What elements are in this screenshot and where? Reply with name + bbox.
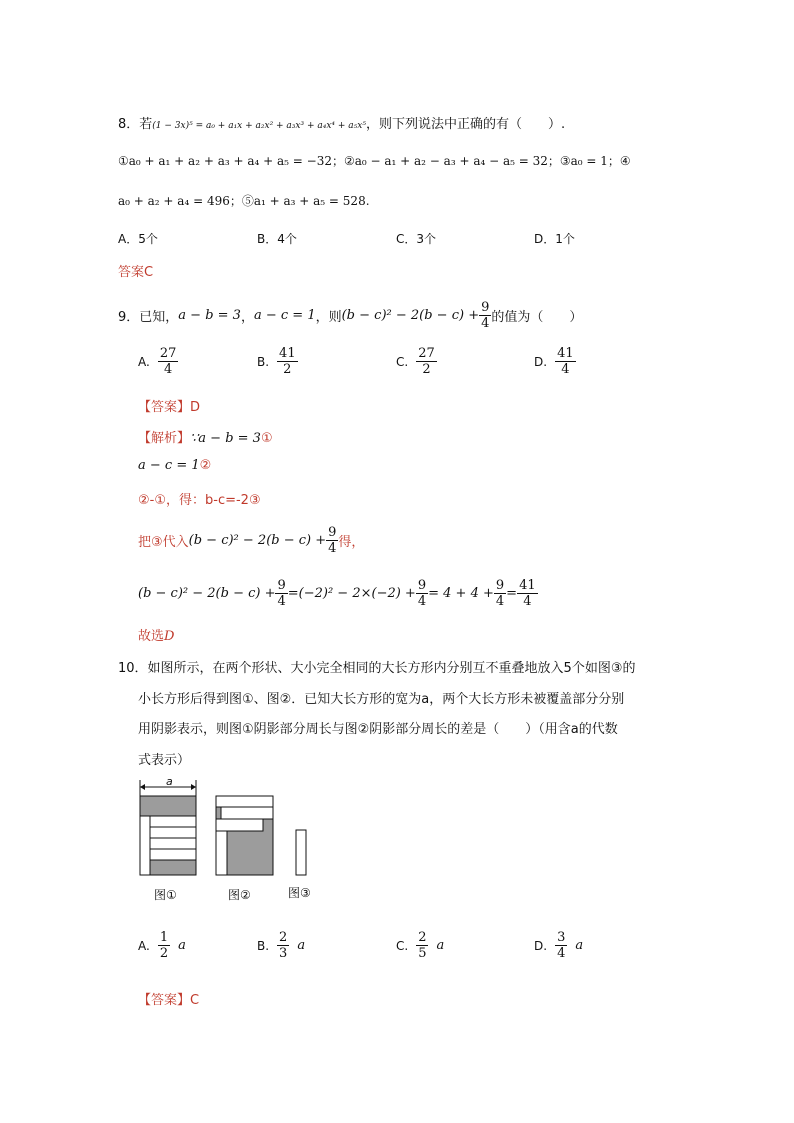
width-dimension-arrow <box>140 776 196 796</box>
q10-option-c: C. $\frac{2}{5}$ a <box>396 930 445 961</box>
q10-option-b: B. $\frac{2}{3}$ a <box>257 930 306 961</box>
q9-analysis-line3: ②-①，得：b-c=-2③ <box>138 493 261 508</box>
q10-figures <box>130 776 330 906</box>
q10-answer <box>138 989 199 1008</box>
q10-answer-tag: 【答案】 <box>138 993 191 1008</box>
figure-1-rectangle <box>140 796 196 875</box>
q9-separator: ， <box>240 310 254 325</box>
q9-option-a: A. $\frac{27}{4}$ <box>138 346 177 377</box>
q8-answer: 答案C <box>118 265 154 280</box>
q10-stem-line1: 10．如图所示，在两个形状、大小完全相同的大长方形内分别互不重叠地放入5个如图③的 <box>118 661 636 676</box>
q9-analysis-line1: 【解析】∵a − b = 3① <box>138 431 273 446</box>
figure-3-small-rectangle <box>296 830 306 875</box>
q8-statements-line1: ①a₀ + a₁ + a₂ + a₃ + a₄ + a₅ = −32；②a₀ − a₁ + a₂ − a₃ + a₄ − a₅ = 32；③a₀ = 1；④ <box>118 154 631 168</box>
q8-number: 8．若 <box>118 117 153 132</box>
q10-stem-line4: 式表示） <box>138 753 191 768</box>
q8-option-c: C．3个 <box>396 232 437 246</box>
q8-statements-line2: a₀ + a₂ + a₄ = 496；⑤a₁ + a₃ + a₅ = 528. <box>118 194 370 208</box>
q9-analysis-line2: a − c = 1② <box>138 458 212 473</box>
q9-analysis-line5: (b − c)² − 2(b − c) + $\frac{9}{4}$ =(−2)² − 2×(−2) + $\frac{9}{4}$ = 4 + 4 + $\frac{9}{4}$ = $\frac{41}{4}$ <box>138 578 536 609</box>
q9-then: ，则 <box>315 310 342 325</box>
width-label: a <box>166 776 173 788</box>
figure-2-rectangle <box>216 796 273 875</box>
q9-conclusion: 故选D <box>138 629 175 644</box>
q9-answer-tag: 【答案】 <box>138 400 191 415</box>
q9-analysis-tag: 【解析】 <box>138 431 191 446</box>
q9-option-d: D. $\frac{41}{4}$ <box>534 346 574 377</box>
q9-stem <box>118 300 582 331</box>
q9-option-b: B. $\frac{41}{2}$ <box>257 346 296 377</box>
q8-stem <box>118 113 565 132</box>
q8-option-d: D．1个 <box>534 232 575 246</box>
q10-option-d: D. $\frac{3}{4}$ a <box>534 930 584 961</box>
q9-number: 9．已知， <box>118 310 179 325</box>
q9-analysis-line4: 把③代入 (b − c)² − 2(b − c) + $\frac{9}{4}$ 得， <box>138 525 365 556</box>
q9-answer-value: D <box>190 400 201 415</box>
q9-answer <box>138 396 200 415</box>
q10-stem-line2: 小长方形后得到图①、图②．已知大长方形的宽为a，两个大长方形未被覆盖部分分别 <box>138 692 625 707</box>
figure-1-label: 图① <box>154 888 177 902</box>
q8-expansion: (1 − 3x)⁵ = a₀ + a₁x + a₂x² + a₃x³ + a₄x⁴ + a₅x⁵ <box>152 121 366 131</box>
q9-option-c: C. $\frac{27}{2}$ <box>396 346 435 377</box>
q8-option-b: B．4个 <box>257 232 297 246</box>
q9-condition-1: a − b = 3 <box>178 308 241 323</box>
q10-stem-line3: 用阴影表示，则图①阴影部分周长与图②阴影部分周长的差是（ ）（用含a的代数 <box>138 722 618 737</box>
q8-option-a: A．5个 <box>118 232 158 246</box>
q9-stem-tail: 的值为（ ） <box>491 310 583 325</box>
q9-condition-2: a − c = 1 <box>253 308 316 323</box>
q10-option-a: A. $\frac{1}{2}$ a <box>138 930 186 961</box>
q10-answer-value: C <box>190 993 200 1008</box>
q9-expression: (b − c)² − 2(b − c) + <box>341 308 480 323</box>
q9-fraction: $\frac{9}{4}$ <box>481 300 490 331</box>
figure-2-label: 图② <box>228 888 251 902</box>
figure-3-label: 图③ <box>288 886 311 900</box>
q8-stem-tail: ，则下列说法中正确的有（ ）. <box>365 117 566 132</box>
